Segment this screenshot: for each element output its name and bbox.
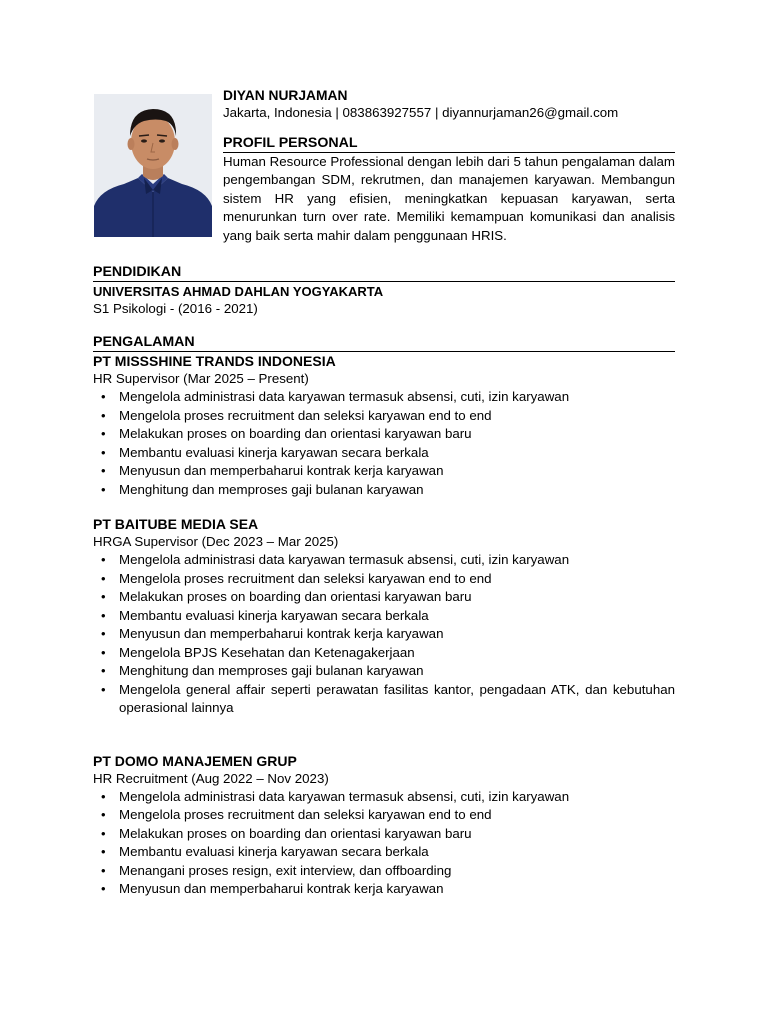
duty-item: • Melakukan proses on boarding dan orientasi karyawan baru: [93, 825, 675, 844]
profile-summary: Human Resource Professional dengan lebih dari 5 tahun pengalaman dalam pengembangan SDM, rekrutmen, dan manajemen karyawan. Membangun sistem HR yang efisien, meningkatkan kepuasan karyawan, serta menurunkan turn over rate. Memiliki kemampuan komunikasi dan analisis yang baik serta mahir dalam penggunaan HRIS.: [223, 154, 675, 243]
job-entry: [93, 353, 675, 499]
duty-item: • Menghitung dan memproses gaji bulanan karyawan: [93, 662, 675, 681]
duty-item: • Mengelola administrasi data karyawan termasuk absensi, cuti, izin karyawan: [93, 551, 675, 570]
section-title-profile: PROFIL PERSONAL: [223, 135, 675, 153]
duty-item: • Membantu evaluasi kinerja karyawan secara berkala: [93, 444, 675, 463]
job-company: PT MISSSHINE TRANDS INDONESIA: [93, 353, 336, 369]
duty-item: • Mengelola administrasi data karyawan termasuk absensi, cuti, izin karyawan: [93, 788, 675, 807]
duty-item: • Menyusun dan memperbaharui kontrak kerja karyawan: [93, 880, 675, 899]
duty-item: • Membantu evaluasi kinerja karyawan secara berkala: [93, 607, 675, 626]
duty-item: • Mengelola proses recruitment dan seleksi karyawan end to end: [93, 570, 675, 589]
duty-item: • Mengelola proses recruitment dan seleksi karyawan end to end: [93, 407, 675, 426]
job-role: HR Recruitment (Aug 2022 – Nov 2023): [93, 770, 329, 786]
duty-item: • Mengelola administrasi data karyawan termasuk absensi, cuti, izin karyawan: [93, 388, 675, 407]
job-company: PT DOMO MANAJEMEN GRUP: [93, 752, 297, 769]
job-company: PT BAITUBE MEDIA SEA: [93, 516, 259, 532]
duty-item: • Menghitung dan memproses gaji bulanan karyawan: [93, 481, 675, 500]
education-school: UNIVERSITAS AHMAD DAHLAN YOGYAKARTA: [93, 284, 384, 299]
candidate-name: DIYAN NURJAMAN: [223, 88, 348, 103]
duty-item: • Menyusun dan memperbaharui kontrak kerja karyawan: [93, 625, 675, 644]
job-role: HR Supervisor (Mar 2025 – Present): [93, 371, 309, 386]
profile-photo: [94, 94, 212, 237]
job-duties: [93, 551, 675, 718]
section-title-education: PENDIDIKAN: [93, 264, 675, 282]
duty-item: • Mengelola BPJS Kesehatan dan Ketenagakerjaan: [93, 644, 675, 663]
job-entry: [93, 516, 675, 718]
duty-item: • Menangani proses resign, exit interview, dan offboarding: [93, 862, 675, 881]
education-degree: S1 Psikologi - (2016 - 2021): [93, 301, 258, 316]
header-block: [223, 87, 675, 245]
duty-item: • Mengelola general affair seperti perawatan fasilitas kantor, pengadaan ATK, dan kebutuhan operasional lainnya: [93, 681, 675, 718]
job-entry: [93, 753, 675, 899]
job-duties: [93, 788, 675, 899]
job-duties: [93, 388, 675, 499]
job-role: HRGA Supervisor (Dec 2023 – Mar 2025): [93, 534, 339, 549]
duty-item: • Membantu evaluasi kinerja karyawan secara berkala: [93, 843, 675, 862]
main-content: [93, 264, 675, 899]
duty-item: • Menyusun dan memperbaharui kontrak kerja karyawan: [93, 462, 675, 481]
duty-item: • Melakukan proses on boarding dan orientasi karyawan baru: [93, 588, 675, 607]
duty-item: • Mengelola proses recruitment dan seleksi karyawan end to end: [93, 806, 675, 825]
profile-photo-illustration: [94, 94, 212, 237]
contact-info: Jakarta, Indonesia | 083863927557 | diyannurjaman26@gmail.com: [223, 105, 619, 120]
duty-item: • Melakukan proses on boarding dan orientasi karyawan baru: [93, 425, 675, 444]
section-title-experience: PENGALAMAN: [93, 334, 675, 352]
